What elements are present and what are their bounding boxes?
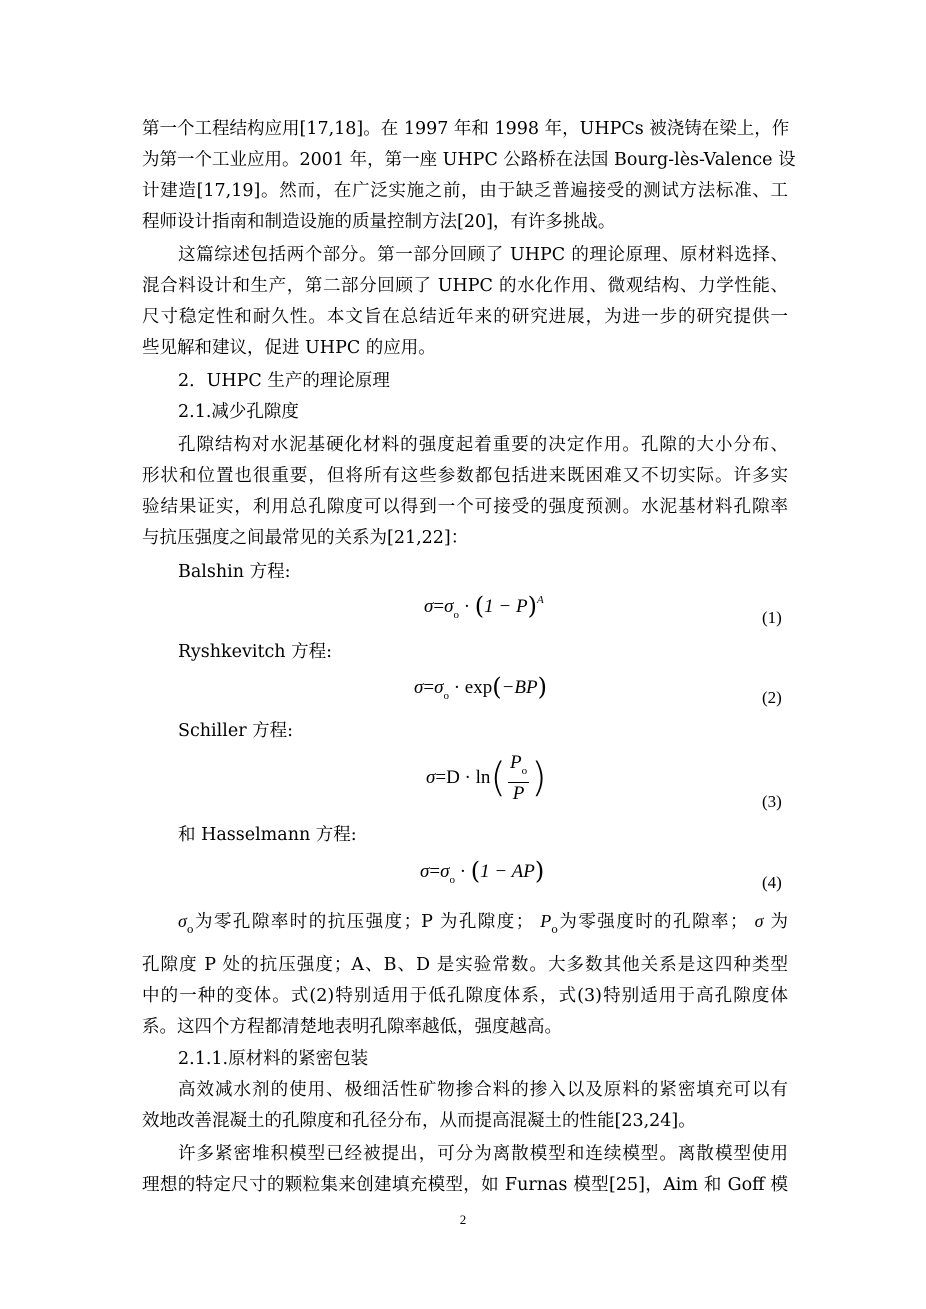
equation-number: (3) — [762, 792, 782, 811]
paragraph-line: 效地改善混凝土的孔隙度和孔径分布，从而提高混凝土的性能[23,24]。 — [142, 1111, 696, 1131]
equation-label: Ryshkevitch 方程: — [178, 642, 333, 662]
equation-number: (2) — [762, 688, 782, 707]
subsubsection-heading: 2.1.1.原材料的紧密包装 — [178, 1049, 369, 1069]
paragraph-line: $\sigma_o$为零孔隙率时的抗压强度；P 为孔隙度； $P_o$为零强度时的孔隙率； σ 为 — [178, 911, 788, 936]
equation-2: $\sigma=\sigma_o \cdot \exp(-BP)$ — [414, 673, 548, 702]
equation-label: Balshin 方程: — [178, 562, 291, 582]
page-number: 2 — [459, 1212, 467, 1227]
equation-number: (1) — [762, 608, 782, 627]
equation-4: $\sigma=\sigma_o \cdot (1 - AP)$ — [420, 857, 545, 886]
paragraph-line: 这篇综述包括两个部分。第一部分回顾了 UHPC 的理论原理、原材料选择、 — [178, 245, 788, 265]
paragraph-line: 第一个工程结构应用[17,18]。在 1997 年和 1998 年，UHPCs 被浇铸在梁上，作 — [142, 119, 790, 139]
paragraph-line: 为第一个工业应用。2001 年，第一座 UHPC 公路桥在法国 Bourg-lès-Valence 设 — [142, 150, 796, 170]
paragraph-line: 中的一种的变体。式(2)特别适用于低孔隙度体系，式(3)特别适用于高孔隙度体 — [142, 986, 788, 1006]
fraction: $\frac{P_o}{P}$ — [510, 752, 528, 804]
paragraph-line: 验结果证实，利用总孔隙度可以得到一个可接受的强度预测。水泥基材料孔隙率 — [142, 497, 788, 517]
paragraph-line: 高效减水剂的使用、极细活性矿物掺合料的掺入以及原料的紧密填充可以有 — [178, 1080, 788, 1100]
paragraph-line: 系。这四个方程都清楚地表明孔隙率越低，强度越高。 — [142, 1017, 562, 1037]
paragraph-line: 计建造[17,19]。然而，在广泛实施之前，由于缺乏普遍接受的测试方法标准、工 — [142, 181, 788, 201]
paragraph-line: 些见解和建议，促进 UHPC 的应用。 — [142, 338, 436, 358]
equation-label: Schiller 方程: — [178, 721, 294, 741]
paragraph-line: 理想的特定尺寸的颗粒集来创建填充模型，如 Furnas 模型[25]，Aim 和 Goff 模 — [142, 1175, 788, 1195]
equation-label: 和 Hasselmann 方程: — [178, 825, 357, 845]
paragraph-line: 许多紧密堆积模型已经被提出，可分为离散模型和连续模型。离散模型使用 — [178, 1144, 788, 1164]
paragraph-line: 孔隙结构对水泥基硬化材料的强度起着重要的决定作用。孔隙的大小分布、 — [178, 435, 788, 455]
section-heading: 2．UHPC 生产的理论原理 — [178, 371, 390, 391]
paragraph-line: 孔隙度 P 处的抗压强度；A、B、D 是实验常数。大多数其他关系是这四种类型 — [142, 955, 788, 975]
paragraph-line: 形状和位置也很重要，但将所有这些参数都包括进来既困难又不切实际。许多实 — [142, 466, 788, 486]
paragraph-line: 混合料设计和生产，第二部分回顾了 UHPC 的水化作用、微观结构、力学性能、 — [142, 276, 788, 296]
subsection-heading: 2.1.减少孔隙度 — [178, 402, 299, 422]
equation-1: $\sigma=\sigma_o \cdot (1 - P)^A$ — [424, 592, 544, 621]
equation-3: σ=D · ln( $\frac{P_o}{P}$ ) — [426, 752, 547, 804]
equation-number: (4) — [762, 873, 782, 892]
paragraph-line: 程师设计指南和制造设施的质量控制方法[20]，有许多挑战。 — [142, 212, 616, 232]
paragraph-line: 尺寸稳定性和耐久性。本文旨在总结近年来的研究进展，为进一步的研究提供一 — [142, 307, 788, 327]
paragraph-line: 与抗压强度之间最常见的关系为[21,22]： — [142, 528, 469, 548]
